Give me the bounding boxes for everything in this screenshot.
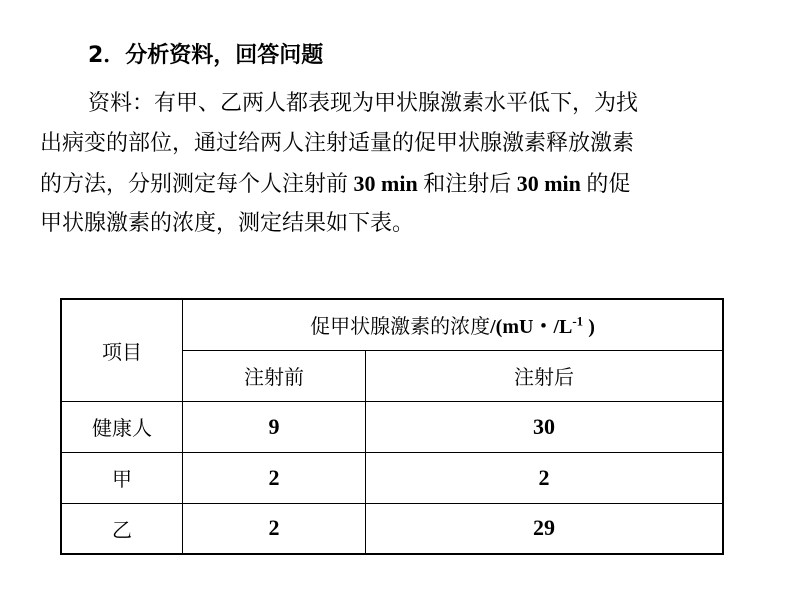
concentration-header-cell: [183, 299, 724, 350]
row-label: 乙: [61, 503, 183, 554]
time-after: 30 min: [511, 171, 587, 196]
paragraph-line-1: 资料：有甲、乙两人都表现为甲状腺激素水平低下，为找: [88, 91, 639, 116]
concentration-unit-close: ): [583, 316, 595, 339]
concentration-header-text: 促甲状腺激素的浓度: [310, 314, 491, 339]
results-table: [60, 298, 724, 555]
value-after: 2: [366, 452, 724, 503]
paragraph-line-3: [40, 168, 756, 208]
row-label: 甲: [61, 452, 183, 503]
paragraph-line-3-part-a: 的方法，分别测定每个人注射前: [40, 172, 349, 197]
paragraph-line-2: 出病变的部位，通过给两人注射适量的促甲状腺激素释放激素: [40, 131, 635, 156]
paragraph-line-3-part-c: 和注射后: [423, 172, 512, 197]
concentration-unit: /(mU・/L: [490, 316, 573, 339]
value-before: 9: [183, 401, 366, 452]
value-after: 30: [366, 401, 724, 452]
section-heading: 2．分析资料，回答问题: [88, 43, 324, 68]
col-before-header: 注射前: [183, 350, 366, 401]
table-row: [61, 401, 723, 452]
col-after-header: 注射后: [366, 350, 724, 401]
value-after: 29: [366, 503, 724, 554]
value-before: 2: [183, 452, 366, 503]
table-row: [61, 503, 723, 554]
paragraph-line-3-part-e: 的促: [586, 172, 631, 197]
table-row: [61, 452, 723, 503]
material-paragraph: [40, 88, 756, 248]
item-header-cell: 项目: [61, 299, 183, 401]
value-before: 2: [183, 503, 366, 554]
paragraph-line-4: 甲状腺激素的浓度，测定结果如下表。: [40, 211, 415, 236]
row-label: 健康人: [61, 401, 183, 452]
time-before: 30 min: [348, 171, 424, 196]
concentration-unit-exponent: -1: [572, 313, 584, 329]
